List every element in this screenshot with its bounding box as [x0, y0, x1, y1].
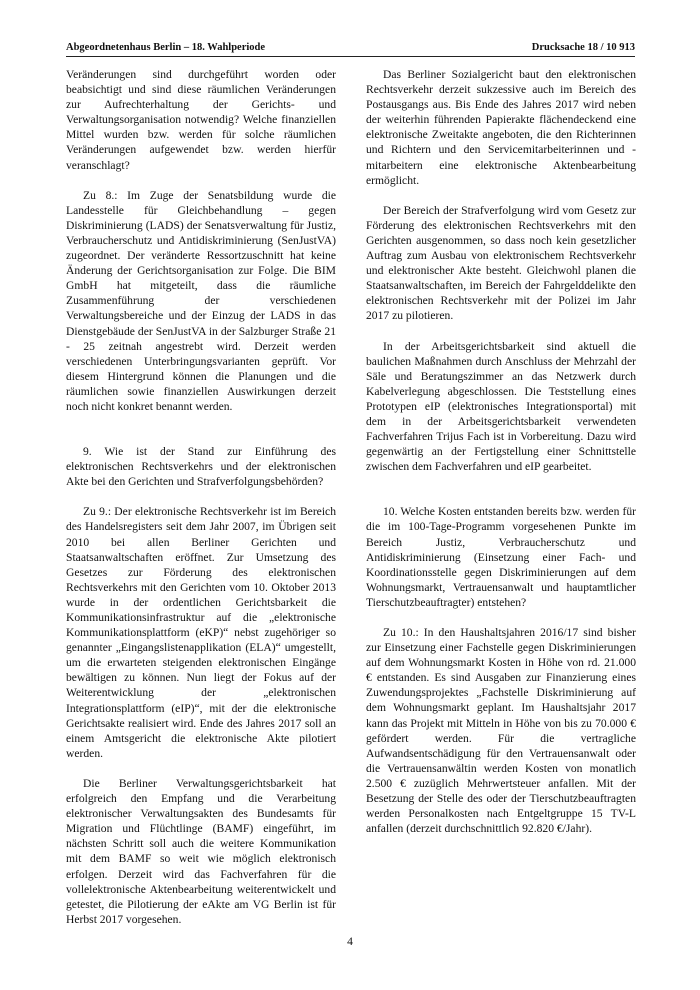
header-right: Drucksache 18 / 10 913 [531, 42, 635, 53]
paragraph: Die Berliner Verwaltungsgerichtsbarkeit hat erfolgreich den Empfang und die Verarbeitung elektronischer Verwaltungsakten des Bundesamts für Migration und Flüchtlinge (BAMF) eingeführt, im nächsten Schritt soll auch die weitere Kommunikation mit dem BAMF so weit wie möglich elektronisch erfolgen. Derzeit wird das Fachverfahren für die vollelektronische Aktenbearbeitung weiterentwickelt und getestet, die Pilotierung der eAkte am VG Berlin ist für Herbst 2017 vorgesehen. [66, 776, 336, 926]
paragraph: Veränderungen sind durchgeführt worden oder beabsichtigt und sind diese räumlichen Veränderungen zur Aufrechterhaltung der Gerichts- und Verwaltungsorganisation notwendig? Welche finanziellen Mittel wurden bzw. werden für solche räumlichen Veränderungen aufgewendet bzw. werden hierfür veranschlagt? [66, 68, 336, 172]
question-10: 10. Welche Kosten entstanden bereits bzw. werden für die im 100-Tage-Programm vorgesehenen Punkte im Bereich Justiz, Verbraucherschutz und Antidiskriminierung (Einsetzung einer Fach- und Koordinationsstelle gegen Diskriminierungen auf dem Wohnungsmarkt, Vertrauensanwalt und hauptamtlicher Tierschutzbeauftragter) entstehen? [366, 505, 636, 609]
paragraph: Der Bereich der Strafverfolgung wird vom Gesetz zur Förderung des elektronischen Rechtsverkehrs mit den Gerichten ausgenommen, so dass noch kein gesetzlicher Auftrag zum Ausbau von elektronischem Rechtsverkehr und elektronischer Akte besteht. Gleichwohl planen die Staatsanwaltschaften, im Bereich der Fahrgelddelikte den elektronischen Rechtsverkehr mit der Polizei im Jahr 2017 zu pilotieren. [366, 203, 636, 323]
question-9: 9. Wie ist der Stand zur Einführung des elektronischen Rechtsverkehrs und der elektronischen Akte bei den Gerichten und Strafverfolgungsbehörden? [66, 445, 336, 489]
left-column [66, 67, 336, 927]
paragraph: Das Berliner Sozialgericht baut den elektronischen Rechtsverkehr derzeit sukzessive auch im Bereich des Postausgangs aus. Bis Ende des Jahres 2017 wird neben der weiterhin führenden Papierakte flächendeckend eine elektronische Zweitakte angeboten, die den Richterinnen und Richtern und den Servicemitarbeiterinnen und -mitarbeitern eine elektronische Aktenbearbeitung ermöglicht. [366, 68, 636, 187]
answer-8: Zu 8.: Im Zuge der Senatsbildung wurde die Landesstelle für Gleichbehandlung – gegen Diskriminierung (LADS) der Senatsverwaltung für Justiz, Verbraucherschutz und Antidiskriminierung (SenJustVA) zugeordnet. Der veränderte Ressortzuschnitt hat keine Änderung der Gerichtsorganisation zur Folge. Die BIM GmbH hat mitgeteilt, dass die räumliche Zusammenführung der verschiedenen Verwaltungsbereiche und der Einzug der LADS in das Dienstgebäude der SenJustVA in der Salzburger Straße 21 - 25 zeitnah angestrebt wird. Derzeit werden verschiedenen Unterbringungsvarianten geprüft. Vor diesem Hintergrund können die Planungen und die räumlichen sowie finanziellen Auswirkungen derzeit noch nicht konkret benannt werden. [66, 188, 336, 413]
paragraph: In der Arbeitsgerichtsbarkeit sind aktuell die baulichen Maßnahmen durch Anschluss der Mehrzahl der Säle und Beratungszimmer an das Netzwerk durch Kabelverlegung abgeschlossen. Die Teststellung eines Prototypen eIP (elektronisches Integrationsportal) mit dem in der Arbeitsgerichtsbarkeit verwendeten Fachverfahren Trijus Fach ist in Vorbereitung. Dazu wird gegenwärtig an der Fertigstellung einer Schnittstelle zwischen dem Fachverfahren und eIP gearbeitet. [366, 339, 636, 474]
answer-9: Zu 9.: Der elektronische Rechtsverkehr ist im Bereich des Handelsregisters seit dem Jahr 2007, im Übrigen seit 2010 bei allen Berliner Gerichten und Staatsanwaltschaften eröffnet. Zur Umsetzung des Gesetzes zur Förderung des elektronischen Rechtsverkehrs mit den Gerichten vom 10. Oktober 2013 wurde in der ordentlichen Gerichtsbarkeit die Kommunikationsinfrastruktur auf die „elektronische Kommunikationsplattform (eKP)“ nebst zugehöriger so genannter „Eingangslistenapplikation (ELA)“ umgestellt, um die erwarteten steigenden elektronischen Eingänge bewältigen zu können. Nun liegt der Fokus auf der Weiterentwicklung der „elektronischen Integrationsplattform (eIP)“, mit der die elektronische Gerichtsakte realisiert wird. Ende des Jahres 2017 soll an einem Amtsgericht die elektronische Akte pilotiert werden. [66, 505, 336, 760]
header-left: Abgeordnetenhaus Berlin – 18. Wahlperiode [66, 42, 266, 53]
answer-10: Zu 10.: In den Haushaltsjahren 2016/17 sind bisher zur Einsetzung einer Fachstelle gegen Diskriminierungen auf dem Wohnungsmarkt Kosten in Höhe von rd. 21.000 € entstanden. Es sind Ausgaben zur Finanzierung eines Zuwendungsprojektes „Fachstelle Diskriminierung auf dem Wohnungsmarkt geplant. Im Haushaltsjahr 2017 kann das Projekt mit Mitteln in Höhe von bis zu 70.000 € gefördert werden. Für die vertragliche Aufwandsentschädigung für den Vertrauensanwalt oder die Vertrauensanwältin werden Kosten von monatlich 2.500 € zuzüglich Mehrwertsteuer anfallen. Mit der Besetzung der Stelle des oder der Tierschutzbeauftragten werden Personalkosten nach Entgeltgruppe 15 TV-L anfallen (derzeit durchschnittlich 92.820 €/Jahr). [366, 626, 636, 836]
right-column [366, 67, 636, 836]
page-header [66, 42, 635, 57]
page-number: 4 [347, 935, 353, 948]
